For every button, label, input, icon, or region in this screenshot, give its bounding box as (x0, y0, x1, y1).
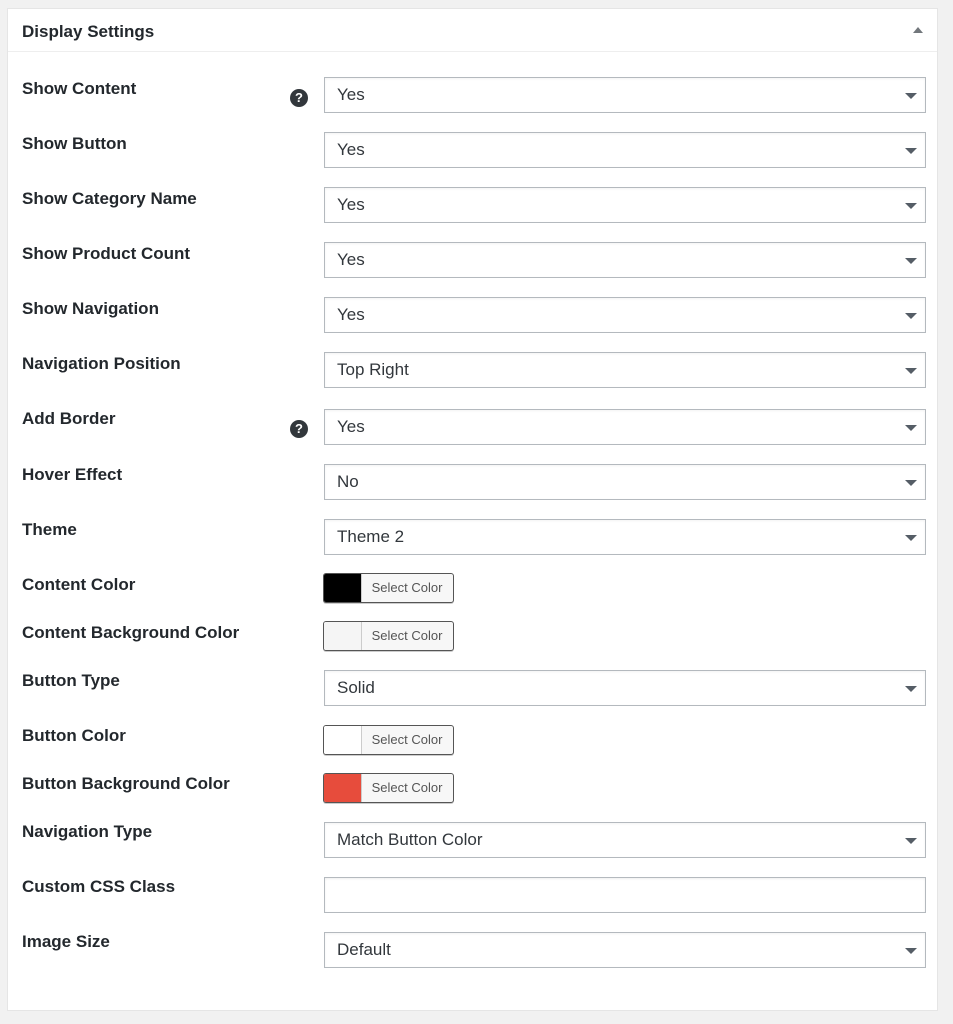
chevron-down-icon (905, 686, 917, 692)
button-type-value: Solid (337, 678, 375, 697)
theme-value: Theme 2 (337, 527, 405, 546)
triangle-up-icon[interactable] (913, 27, 923, 33)
button-color-label: Button Color (22, 726, 126, 745)
show-navigation-label: Show Navigation (22, 299, 159, 318)
navigation-type-value: Match Button Color (337, 830, 483, 849)
select-color-label: Select Color (371, 580, 443, 595)
button-background-color-picker-button[interactable] (323, 773, 454, 803)
show-navigation-value: Yes (337, 305, 365, 324)
content-color-label: Content Color (22, 575, 136, 594)
content-color-swatch (324, 574, 362, 602)
custom-css-class-label: Custom CSS Class (22, 877, 176, 896)
show-product-count-select[interactable] (324, 242, 926, 278)
chevron-down-icon (905, 535, 917, 541)
select-color-label: Select Color (371, 628, 443, 643)
panel-title: Display Settings (22, 22, 155, 41)
chevron-down-icon (905, 948, 917, 954)
button-type-label: Button Type (22, 671, 120, 690)
navigation-type-label: Navigation Type (22, 822, 153, 841)
show-button-value: Yes (337, 140, 365, 159)
show-button-label: Show Button (22, 134, 127, 153)
show-content-value: Yes (337, 85, 365, 104)
chevron-down-icon (905, 148, 917, 154)
image-size-label: Image Size (22, 932, 110, 951)
content-color-picker-button[interactable] (323, 573, 454, 603)
show-content-select[interactable] (324, 77, 926, 113)
show-category-name-select[interactable] (324, 187, 926, 223)
show-category-name-value: Yes (337, 195, 365, 214)
chevron-down-icon (905, 838, 917, 844)
theme-label: Theme (22, 520, 77, 539)
button-background-color-label: Button Background Color (22, 774, 230, 793)
chevron-down-icon (905, 203, 917, 209)
button-color-picker-button[interactable] (323, 725, 454, 755)
image-size-value: Default (337, 940, 391, 959)
navigation-position-select[interactable] (324, 352, 926, 388)
hover-effect-select[interactable] (324, 464, 926, 500)
hover-effect-value: No (337, 472, 359, 491)
chevron-down-icon (905, 425, 917, 431)
add-border-label: Add Border (22, 409, 116, 428)
question-icon[interactable]: ? (290, 420, 308, 438)
add-border-select[interactable] (324, 409, 926, 445)
chevron-down-icon (905, 93, 917, 99)
navigation-position-value: Top Right (337, 360, 409, 379)
chevron-down-icon (905, 313, 917, 319)
add-border-value: Yes (337, 417, 365, 436)
button-type-select[interactable] (324, 670, 926, 706)
navigation-type-select[interactable] (324, 822, 926, 858)
hover-effect-label: Hover Effect (22, 465, 123, 484)
select-color-label: Select Color (371, 780, 443, 795)
content-background-color-swatch (324, 622, 362, 650)
question-icon[interactable]: ? (290, 89, 308, 107)
navigation-position-label: Navigation Position (22, 354, 181, 373)
chevron-down-icon (905, 258, 917, 264)
show-product-count-label: Show Product Count (22, 244, 191, 263)
panel-header[interactable] (8, 9, 937, 52)
chevron-down-icon (905, 368, 917, 374)
show-content-label: Show Content (22, 79, 137, 98)
content-background-color-label: Content Background Color (22, 623, 240, 642)
show-button-select[interactable] (324, 132, 926, 168)
chevron-down-icon (905, 480, 917, 486)
select-color-label: Select Color (371, 732, 443, 747)
content-background-color-picker-button[interactable] (323, 621, 454, 651)
image-size-select[interactable] (324, 932, 926, 968)
show-category-name-label: Show Category Name (22, 189, 197, 208)
custom-css-class-input[interactable] (324, 877, 926, 913)
display-settings-panel (7, 8, 938, 1011)
button-background-color-swatch (324, 774, 362, 802)
theme-select[interactable] (324, 519, 926, 555)
show-product-count-value: Yes (337, 250, 365, 269)
show-navigation-select[interactable] (324, 297, 926, 333)
button-color-swatch (324, 726, 362, 754)
